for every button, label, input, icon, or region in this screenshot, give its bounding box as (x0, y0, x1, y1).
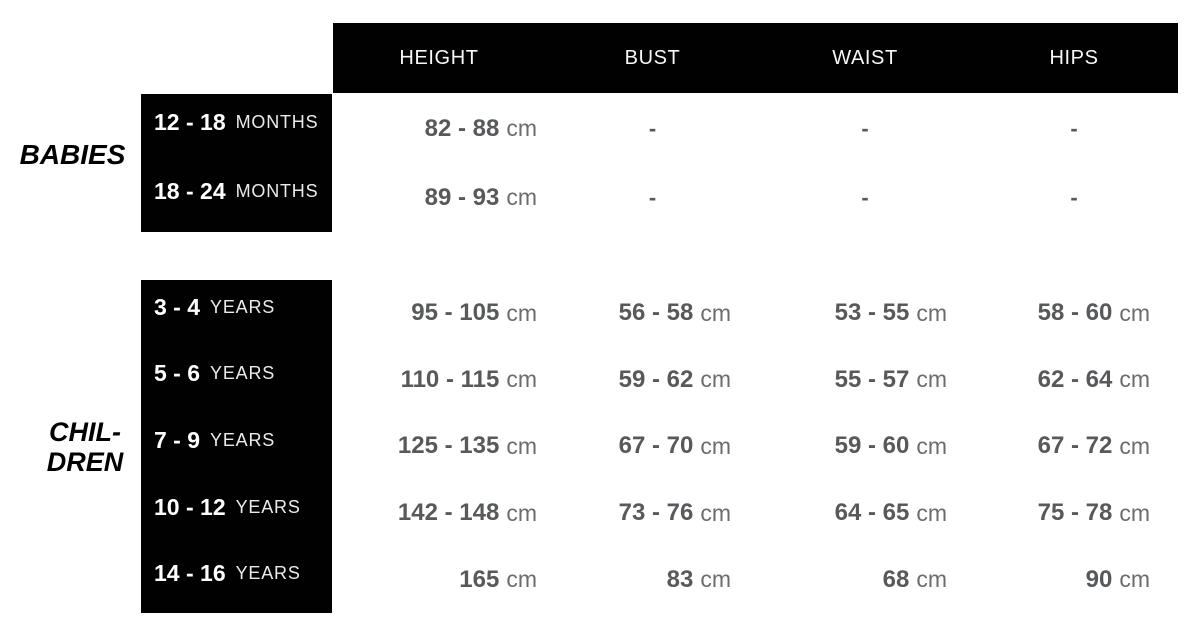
empty-value-dash: - (648, 115, 657, 141)
bust-value: 83 (666, 565, 694, 593)
hips-value: 58 - 60 (1037, 299, 1113, 327)
age-row (141, 88, 332, 157)
unit-label: cm (916, 566, 947, 593)
age-range: 5 - 6 (154, 360, 201, 387)
unit-label: cm (700, 432, 731, 459)
empty-value-dash: - (648, 184, 657, 210)
height-value: 95 - 105 (411, 299, 500, 327)
unit-label: cm (1119, 299, 1150, 326)
unit-label: cm (700, 566, 731, 593)
unit-label: cm (1119, 499, 1150, 526)
height-value: 142 - 148 (397, 499, 500, 527)
waist-value-cell (760, 163, 970, 232)
height-value: 165 (459, 565, 500, 593)
hips-value-cell (970, 163, 1178, 232)
column-header-hips: HIPS (1049, 46, 1099, 69)
unit-label: cm (700, 299, 731, 326)
unit-label: cm (1119, 366, 1150, 393)
column-header-height: HEIGHT (399, 46, 479, 69)
bust-value: 67 - 70 (618, 432, 694, 460)
unit-label: cm (700, 499, 731, 526)
age-row (141, 274, 332, 341)
waist-value-cell (760, 94, 970, 163)
empty-value-dash: - (1070, 115, 1078, 141)
unit-label: cm (506, 115, 537, 141)
waist-value: 55 - 57 (834, 365, 910, 393)
unit-label: cm (916, 432, 947, 459)
height-value-cell (333, 280, 545, 347)
unit-label: cm (1119, 566, 1150, 593)
bust-value-cell (545, 347, 760, 414)
height-value: 110 - 115 (400, 365, 500, 393)
babies-data-rows (333, 94, 1178, 232)
children-data-rows (333, 280, 1178, 613)
age-range-unit: YEARS (235, 563, 301, 584)
unit-label: cm (506, 499, 537, 526)
hips-value: 90 (1085, 565, 1113, 593)
waist-value-cell (760, 480, 970, 547)
age-range: 18 - 24 (154, 178, 226, 204)
column-header-bar (333, 23, 1178, 93)
table-row (333, 94, 1178, 163)
waist-value-cell (760, 546, 970, 613)
waist-value: 64 - 65 (834, 499, 910, 527)
age-range: 7 - 9 (154, 426, 201, 453)
age-range: 3 - 4 (154, 293, 201, 320)
section-label-text-line2: DREN (46, 446, 124, 477)
unit-label: cm (506, 432, 537, 459)
waist-value-cell (760, 413, 970, 480)
age-row (141, 407, 332, 474)
empty-value-dash: - (1070, 184, 1078, 210)
age-range-unit: YEARS (210, 429, 276, 450)
table-row (333, 546, 1178, 613)
bust-value-cell (545, 480, 760, 547)
children-age-box (141, 280, 332, 613)
table-row (333, 280, 1178, 347)
column-header-waist: WAIST (832, 46, 898, 69)
age-range: 14 - 16 (154, 560, 226, 587)
column-header-bust: BUST (624, 46, 681, 69)
section-label-text: BABIES (19, 139, 126, 170)
section-label-text-line1: CHIL- (49, 416, 121, 447)
age-range-unit: MONTHS (235, 181, 319, 201)
bust-value: 73 - 76 (618, 499, 694, 527)
height-value: 125 - 135 (397, 432, 500, 460)
height-value-cell (333, 413, 545, 480)
age-range-unit: MONTHS (235, 112, 319, 132)
height-value: 89 - 93 (424, 183, 500, 211)
hips-value-cell (970, 546, 1178, 613)
hips-value: 75 - 78 (1037, 499, 1113, 527)
waist-value: 53 - 55 (834, 299, 910, 327)
unit-label: cm (506, 566, 537, 593)
unit-label: cm (916, 299, 947, 326)
age-range-unit: YEARS (235, 496, 301, 517)
age-row (141, 540, 332, 607)
unit-label: cm (506, 184, 537, 210)
age-row (141, 157, 332, 226)
bust-value-cell (545, 546, 760, 613)
unit-label: cm (700, 366, 731, 393)
age-range: 12 - 18 (154, 109, 226, 135)
age-row (141, 474, 332, 541)
hips-value-cell (970, 94, 1178, 163)
age-row (141, 341, 332, 408)
section-label-babies (10, 86, 135, 224)
bust-value-cell (545, 413, 760, 480)
waist-value-cell (760, 280, 970, 347)
age-range-unit: YEARS (210, 296, 276, 317)
table-row (333, 347, 1178, 414)
unit-label: cm (506, 299, 537, 326)
age-range: 10 - 12 (154, 493, 226, 520)
hips-value-cell (970, 347, 1178, 414)
table-row (333, 413, 1178, 480)
height-value-cell (333, 480, 545, 547)
waist-value-cell (760, 347, 970, 414)
height-value-cell (333, 94, 545, 163)
unit-label: cm (916, 366, 947, 393)
section-label-children (30, 280, 140, 613)
waist-value: 68 (882, 565, 910, 593)
hips-value-cell (970, 280, 1178, 347)
height-value-cell (333, 546, 545, 613)
babies-age-box (141, 94, 332, 232)
height-value: 82 - 88 (424, 114, 500, 142)
empty-value-dash: - (861, 184, 869, 210)
age-range-unit: YEARS (210, 363, 276, 384)
empty-value-dash: - (861, 115, 869, 141)
bust-value: 56 - 58 (618, 299, 694, 327)
bust-value: 59 - 62 (618, 365, 694, 393)
waist-value: 59 - 60 (834, 432, 910, 460)
table-row (333, 480, 1178, 547)
unit-label: cm (916, 499, 947, 526)
unit-label: cm (1119, 432, 1150, 459)
table-row (333, 163, 1178, 232)
height-value-cell (333, 163, 545, 232)
hips-value-cell (970, 480, 1178, 547)
bust-value-cell (545, 94, 760, 163)
height-value-cell (333, 347, 545, 414)
hips-value-cell (970, 413, 1178, 480)
hips-value: 62 - 64 (1037, 365, 1113, 393)
hips-value: 67 - 72 (1037, 432, 1113, 460)
unit-label: cm (506, 366, 537, 393)
bust-value-cell (545, 280, 760, 347)
bust-value-cell (545, 163, 760, 232)
